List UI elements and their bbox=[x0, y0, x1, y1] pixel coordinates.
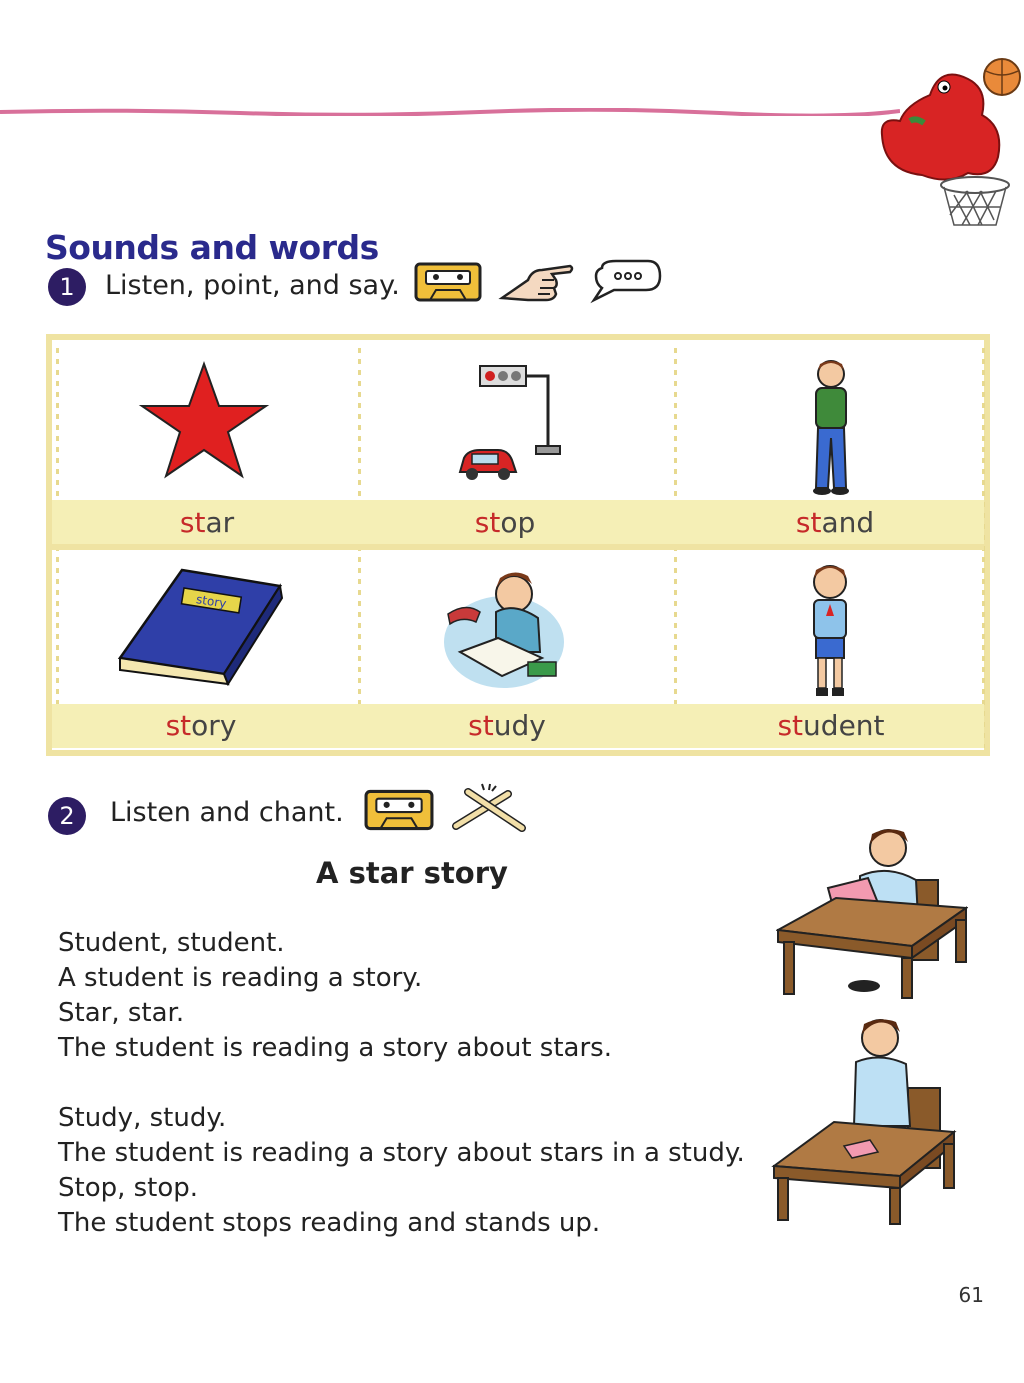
header-pink-line bbox=[0, 108, 900, 116]
chant-line: Stop, stop. bbox=[58, 1173, 199, 1203]
book-cover-label: story bbox=[195, 592, 228, 611]
story-book-picture bbox=[112, 566, 288, 686]
exercise-number-badge: 2 bbox=[48, 797, 86, 835]
cassette-icon bbox=[414, 262, 482, 302]
word-label: stop bbox=[474, 506, 536, 539]
word-label: story bbox=[165, 709, 237, 742]
cassette-icon bbox=[364, 789, 434, 831]
boy-standing-desk-picture bbox=[768, 1016, 960, 1226]
row-divider bbox=[52, 544, 984, 550]
exercise-number-badge: 1 bbox=[48, 268, 86, 306]
exercise-2-instruction: Listen and chant. bbox=[110, 797, 344, 828]
word-label: student bbox=[777, 709, 885, 742]
standing-boy-picture bbox=[796, 358, 866, 498]
word-label: star bbox=[179, 506, 235, 539]
chant-line: The student is reading a story about stars in a study. bbox=[58, 1138, 745, 1168]
chant-line: Star, star. bbox=[58, 998, 185, 1028]
chant-line: The student is reading a story about stars. bbox=[58, 1033, 612, 1063]
student-boy-picture bbox=[800, 562, 860, 702]
chant-line: Student, student. bbox=[58, 928, 285, 958]
pointing-hand-icon bbox=[498, 258, 576, 304]
drumsticks-icon bbox=[452, 782, 528, 834]
chant-line: Study, study. bbox=[58, 1103, 227, 1133]
chant-line: A student is reading a story. bbox=[58, 963, 423, 993]
star-picture bbox=[138, 360, 270, 480]
word-label: study bbox=[468, 709, 546, 742]
page-number: 61 bbox=[958, 1283, 984, 1307]
studying-boy-picture bbox=[440, 562, 570, 692]
page-heading: Sounds and words bbox=[45, 228, 379, 267]
word-label: stand bbox=[795, 506, 875, 539]
dragon-mascot-icon bbox=[870, 55, 1024, 235]
exercise-1-instruction: Listen, point, and say. bbox=[105, 270, 400, 301]
word-picture-grid bbox=[46, 334, 990, 756]
speech-bubble-icon bbox=[588, 258, 664, 304]
chant-title: A star story bbox=[316, 856, 508, 890]
boy-reading-desk-picture bbox=[776, 826, 968, 1000]
traffic-light-car-picture bbox=[450, 362, 580, 492]
chant-line: The student stops reading and stands up. bbox=[58, 1208, 601, 1238]
